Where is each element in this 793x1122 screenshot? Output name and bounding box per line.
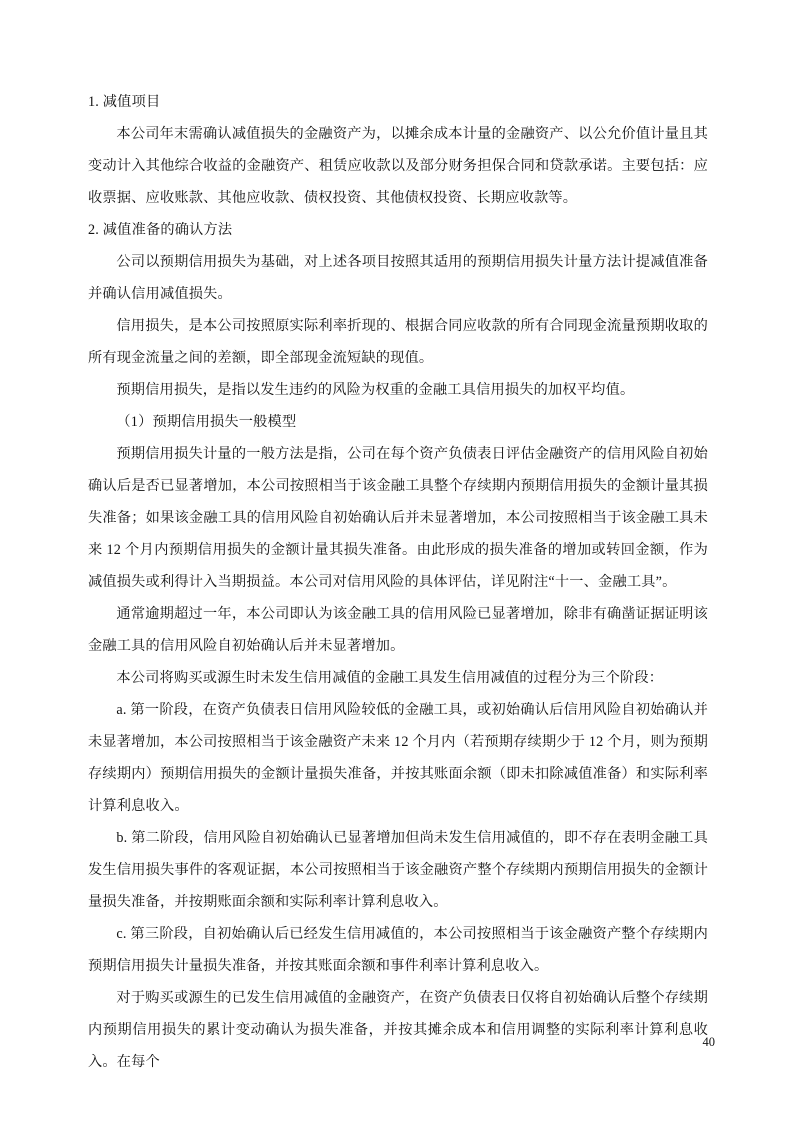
paragraph-heading-1: 1. 减值项目 xyxy=(88,94,161,110)
paragraph-body: 公司以预期信用损失为基础，对上述各项目按照其适用的预期信用损失计量方法计提减值准备并确认信用减值损失。 xyxy=(88,254,708,302)
paragraph-body: 本公司将购买或源生时未发生信用减值的金融工具发生信用减值的过程分为三个阶段： xyxy=(116,670,664,686)
paragraph-body: 通常逾期超过一年，本公司即认为该金融工具的信用风险已显著增加，除非有确凿证据证明该金融工具的信用风险自初始确认后并未显著增加。 xyxy=(88,606,708,654)
page-content xyxy=(88,86,708,1078)
paragraph-subheading: （1）预期信用损失一般模型 xyxy=(116,414,297,430)
paragraph-body: c. 第三阶段，自初始确认后已经发生信用减值的，本公司按照相当于该金融资产整个存续期内预期信用损失计量损失准备，并按其账面余额和事件利率计算利息收入。 xyxy=(88,926,708,974)
paragraph-body: 预期信用损失，是指以发生违约的风险为权重的金融工具信用损失的加权平均值。 xyxy=(116,382,635,398)
paragraph-body: 预期信用损失计量的一般方法是指，公司在每个资产负债表日评估金融资产的信用风险自初始确认后是否已显著增加，本公司按照相当于该金融工具整个存续期内预期信用损失的金额计量其损失准备；如果该金融工具的信用风险自初始确认后并未显著增加，本公司按照相当于该金融工具未来 12 个月内预期信用损失的金额计量其损失准备。由此形成的损失准备的增加或转回金额，作为减值损失或利得计入当期损益。本公司对信用风险的具体评估，详见附注“十一、金融工具”。 xyxy=(88,446,708,590)
page-number: 40 xyxy=(702,1035,715,1049)
paragraph-heading-2: 2. 减值准备的确认方法 xyxy=(88,222,233,238)
paragraph-body: 对于购买或源生的已发生信用减值的金融资产，在资产负债表日仅将自初始确认后整个存续期内预期信用损失的累计变动确认为损失准备，并按其摊余成本和信用调整的实际利率计算利息收入。在每个 xyxy=(88,990,708,1070)
paragraph-body: b. 第二阶段，信用风险自初始确认已显著增加但尚未发生信用减值的，即不存在表明金融工具发生信用损失事件的客观证据，本公司按照相当于该金融资产整个存续期内预期信用损失的金额计量损失准备，并按期账面余额和实际利率计算利息收入。 xyxy=(88,830,708,910)
paragraph-body: 本公司年末需确认减值损失的金融资产为，以摊余成本计量的金融资产、以公允价值计量且其变动计入其他综合收益的金融资产、租赁应收款以及部分财务担保合同和贷款承诺。主要包括：应收票据、应收账款、其他应收款、债权投资、其他债权投资、长期应收款等。 xyxy=(88,126,708,206)
paragraph-body: a. 第一阶段，在资产负债表日信用风险较低的金融工具，或初始确认后信用风险自初始确认并未显著增加，本公司按照相当于该金融资产未来 12 个月内（若预期存续期少于 12 个月，则为预期存续期内）预期信用损失的金额计量损失准备，并按其账面余额（即未扣除减值准备）和实际利率计算利息收入。 xyxy=(88,702,708,814)
paragraph-body: 信用损失，是本公司按照原实际利率折现的、根据合同应收款的所有合同现金流量预期收取的所有现金流量之间的差额，即全部现金流短缺的现值。 xyxy=(88,318,708,366)
